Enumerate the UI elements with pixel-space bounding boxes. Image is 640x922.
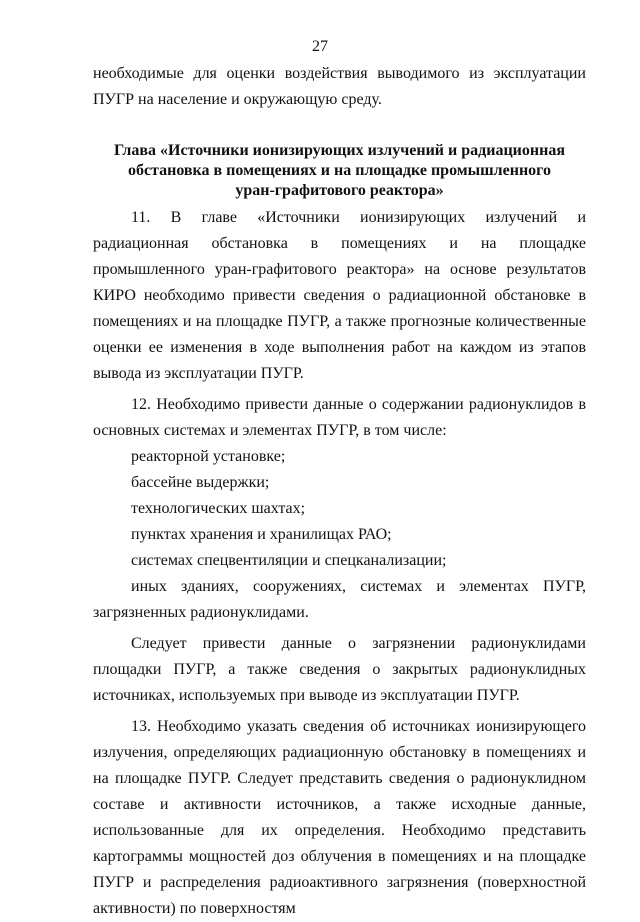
list-item: реакторной установке;	[131, 448, 286, 465]
page-number: 27	[312, 38, 328, 55]
paragraph-12-last-item: иных зданиях, сооружениях, системах и элементах ПУГР, загрязненных радионуклидами.	[93, 578, 586, 621]
paragraph-11: 11. В главе «Источники ионизирующих излучений и радиационная обстановка в помещениях и на площадке промышленного уран-графитового реактора» на основе результатов КИРО необходимо привести сведения о радиационной обстановке в помещениях и на площадке ПУГР, а также прогнозные количественные оценки ее изменения в ходе выполнения работ на каждом из этапов вывода из эксплуатации ПУГР.	[93, 209, 586, 382]
chapter-heading: Глава «Источники ионизирующих излучений и радиационная обстановка в помещениях и на площадке промышленного уран-графитового реактора»	[114, 142, 565, 199]
list-item: пунктах хранения и хранилищах РАО;	[131, 526, 392, 543]
list-item: бассейне выдержки;	[131, 474, 270, 491]
paragraph-12: 12. Необходимо привести данные о содержании радионуклидов в основных системах и элементах ПУГР, в том числе:	[93, 396, 586, 439]
document-body	[93, 61, 586, 922]
list-item: технологических шахтах;	[131, 500, 306, 517]
intro-paragraph: необходимые для оценки воздействия выводимого из эксплуатации ПУГР на население и окружающую среду.	[93, 65, 586, 108]
paragraph-12-site-contamination: Следует привести данные о загрязнении радионуклидами площадки ПУГР, а также сведения о закрытых радионуклидных источниках, используемых при выводе из эксплуатации ПУГР.	[93, 635, 586, 704]
paragraph-13: 13. Необходимо указать сведения об источниках ионизирующего излучения, определяющих радиационную обстановку в помещениях и на площадке ПУГР. Следует представить сведения о радионуклидном составе и активности источников, а также исходные данные, использованные для их определения. Необходимо представить картограммы мощностей доз облучения в помещениях и на площадке ПУГР и распределения радиоактивного загрязнения (поверхностной активности) по поверхностям	[93, 718, 586, 917]
list-item: системах спецвентиляции и спецканализации;	[131, 552, 447, 569]
